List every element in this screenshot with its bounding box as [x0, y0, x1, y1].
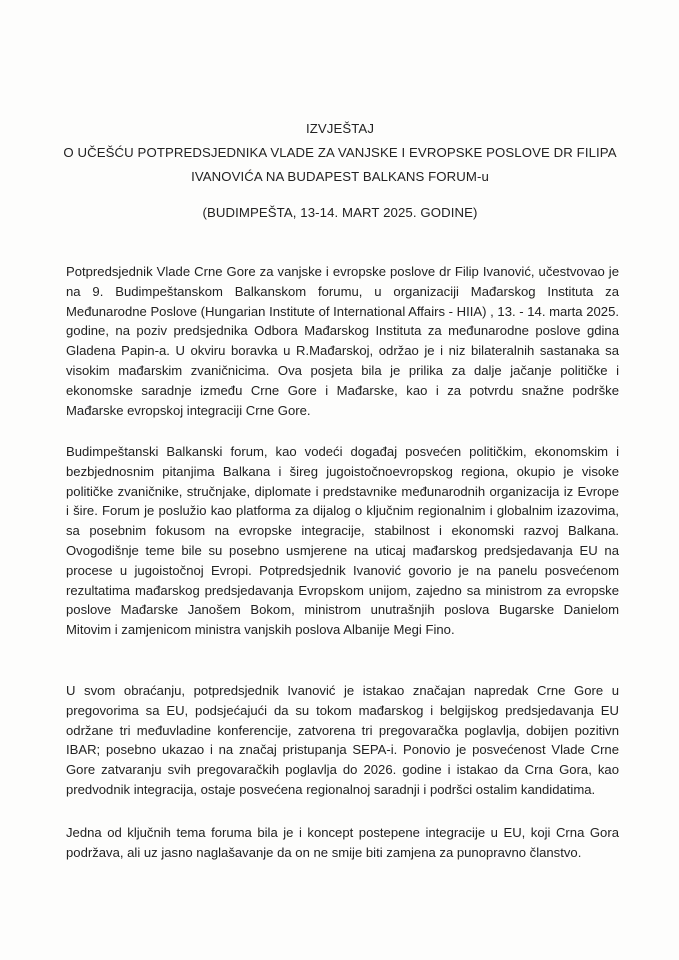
- document-subtitle-line-1: O UČEŠĆU POTPREDSJEDNIKA VLADE ZA VANJSKE I EVROPSKE POSLOVE DR FILIPA: [63, 145, 617, 160]
- paragraph-4: Jedna od ključnih tema foruma bila je i koncept postepene integracije u EU, koji Crna Gora podržava, ali uz jasno naglašavanje da on ne smije biti zamjena za punopravno članstvo.: [66, 825, 619, 860]
- paragraph-2: Budimpeštanski Balkanski forum, kao vodeći događaj posvećen političkim, ekonomskim i bezbjednosnim pitanjima Balkana i šireg jugoistočnoevropskog regiona, okupio je visoke političke zvaničnike, stručnjake, diplomate i predstavnike međunarodnih organizacija iz Evrope i šire. Forum je poslužio kao platforma za dijalog o ključnim regionalnim i globalnim izazovima, sa posebnim fokusom na evropske integracije, stabilnost i ekonomski razvoj Balkana. Ovogodišnje teme bile su posebno usmjerene na uticaj mađarskog predsjedavanja EU na procese u jugoistočnoj Evropi. Potpredsjednik Ivanović govorio je na panelu posvećenom rezultatima mađarskog predsjedavanja Evropskom unijom, zajedno sa ministrom za evropske poslove Mađarske Janošem Bokom, ministrom unutrašnjih poslova Bugarske Danielom Mitovim i zamjenicom ministra vanjskih poslova Albanije Megi Fino.: [66, 444, 619, 638]
- document-title: IZVJEŠTAJ: [305, 121, 375, 136]
- document-subtitle-line-2: IVANOVIĆA NA BUDAPEST BALKANS FORUM-u: [191, 169, 489, 184]
- paragraph-3: U svom obraćanju, potpredsjednik Ivanović je istakao značajan napredak Crne Gore u pregovorima sa EU, podsjećajući da su tokom mađarskog i belgijskog predsjedavanja EU održane tri međuvladine konferencije, zatvorena tri pregovaračka poglavlja, dobijen pozitivn IBAR; posebno ukazao i na značaj pristupanja SEPA-i. Ponovio je posvećenost Vlade Crne Gore zatvaranju svih pregovaračkih poglavlja do 2026. godine i istakao da Crna Gora, kao predvodnik integracija, ostaje posvećena regionalnoj saradnji i podršci ostalim kandidatima.: [66, 683, 619, 797]
- document-date-line: (BUDIMPEŠTA, 13-14. MART 2025. GODINE): [202, 205, 478, 220]
- paragraph-1: Potpredsjednik Vlade Crne Gore za vanjske i evropske poslove dr Filip Ivanović, učestvovao je na 9. Budimpeštanskom Balkanskom forumu, u organizaciji Mađarskog Instituta za Međunarodne Poslove (Hungarian Institute of International Affairs - HIIA) , 13. - 14. marta 2025. godine, na poziv predsjednika Odbora Mađarskog Instituta za međunarodne poslove gdina Gladena Papin-a. U okviru boravka u R.Mađarskoj, održao je i niz bilateralnih sastanaka sa visokim mađarskim zvaničnicima. Ova posjeta bila je prilika za dalje jačanje političke i ekonomske saradnje između Crne Gore i Mađarske, kao i za potvrdu snažne podrške Mađarske evropskoj integraciji Crne Gore.: [66, 264, 619, 418]
